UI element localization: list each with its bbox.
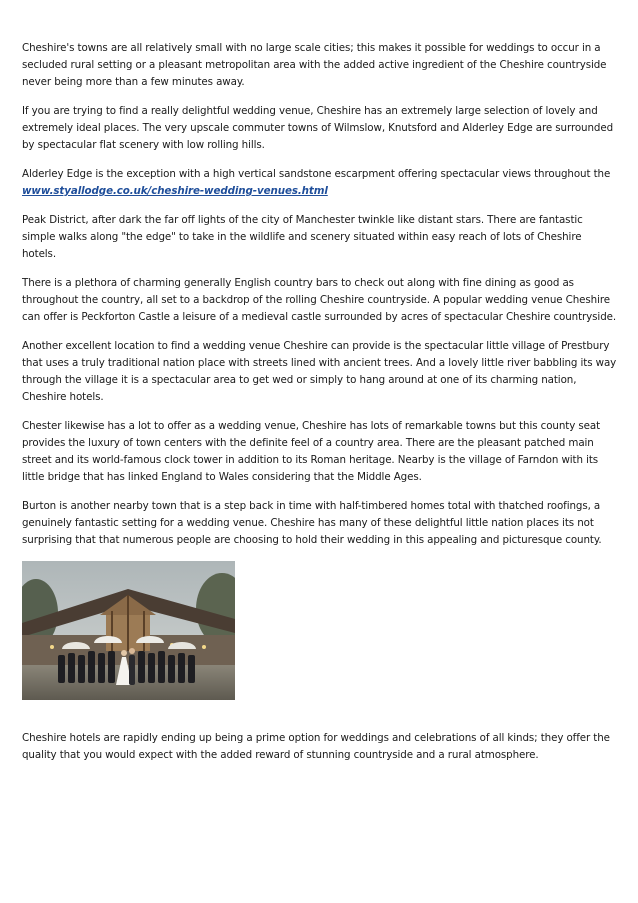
paragraph-closing: Cheshire hotels are rapidly ending up being a prime option for weddings and celebrations of all kinds; they offer the quality that you would expect with the added reward of stunning countryside and a rural atmosphere. <box>22 732 610 761</box>
paragraph-peak-district: Peak District, after dark the far off lights of the city of Manchester twinkle like distant stars. There are fantastic simple walks along "the edge" to take in the wildlife and scenery situated within easy reach of lots of Cheshire hotels. <box>22 214 583 260</box>
document-page <box>22 40 618 776</box>
paragraph-alderley-edge-text: Alderley Edge is the exception with a high vertical sandstone escarpment offering spectacular views throughout the <box>22 168 611 180</box>
wedding-photo <box>22 561 235 700</box>
venue-link[interactable]: www.styallodge.co.uk/cheshire-wedding-venues.html <box>22 185 328 197</box>
paragraph-venue-selection: If you are trying to find a really delightful wedding venue, Cheshire has an extremely large selection of lovely and extremely ideal places. The very upscale commuter towns of Wilmslow, Knutsford and Alderley Edge are surrounded by spectacular flat scenery with low rolling hills. <box>22 105 614 151</box>
paragraph-towns: Cheshire's towns are all relatively small with no large scale cities; this makes it possible for weddings to occur in a secluded rural setting or a pleasant metropolitan area with the added active ingredient of the Cheshire countryside never being more than a few minutes away. <box>22 42 607 88</box>
paragraph-alderley-edge <box>22 166 618 200</box>
paragraph-prestbury: Another excellent location to find a wedding venue Cheshire can provide is the spectacular little village of Prestbury that uses a truly traditional nation place with streets lined with ancient trees. And a lovely little river babbling its way through the village it is a spectacular area to get wed or simply to hang around at one of its charming nation, Cheshire hotels. <box>22 340 617 403</box>
paragraph-chester: Chester likewise has a lot to offer as a wedding venue, Cheshire has lots of remarkable towns but this county seat provides the luxury of town centers with the definite feel of a country area. There are the pleasant patched main street and its world-famous clock tower in addition to its Roman heritage. Nearby is the village of Farndon with its little bridge that has linked England to Wales considering that the Middle Ages. <box>22 420 601 483</box>
paragraph-burton: Burton is another nearby town that is a step back in time with half-timbered homes total with thatched roofings, a genuinely fantastic setting for a wedding venue. Cheshire has many of these delightful little nation places its not surprising that that numerous people are choosing to hold their wedding in this appealing and picturesque county. <box>22 500 602 546</box>
paragraph-country-bars: There is a plethora of charming generally English country bars to check out along with fine dining as good as throughout the country, all set to a backdrop of the rolling Cheshire countryside. A popular wedding venue Cheshire can offer is Peckforton Castle a leisure of a medieval castle surrounded by acres of spectacular Cheshire countryside. <box>22 277 617 323</box>
